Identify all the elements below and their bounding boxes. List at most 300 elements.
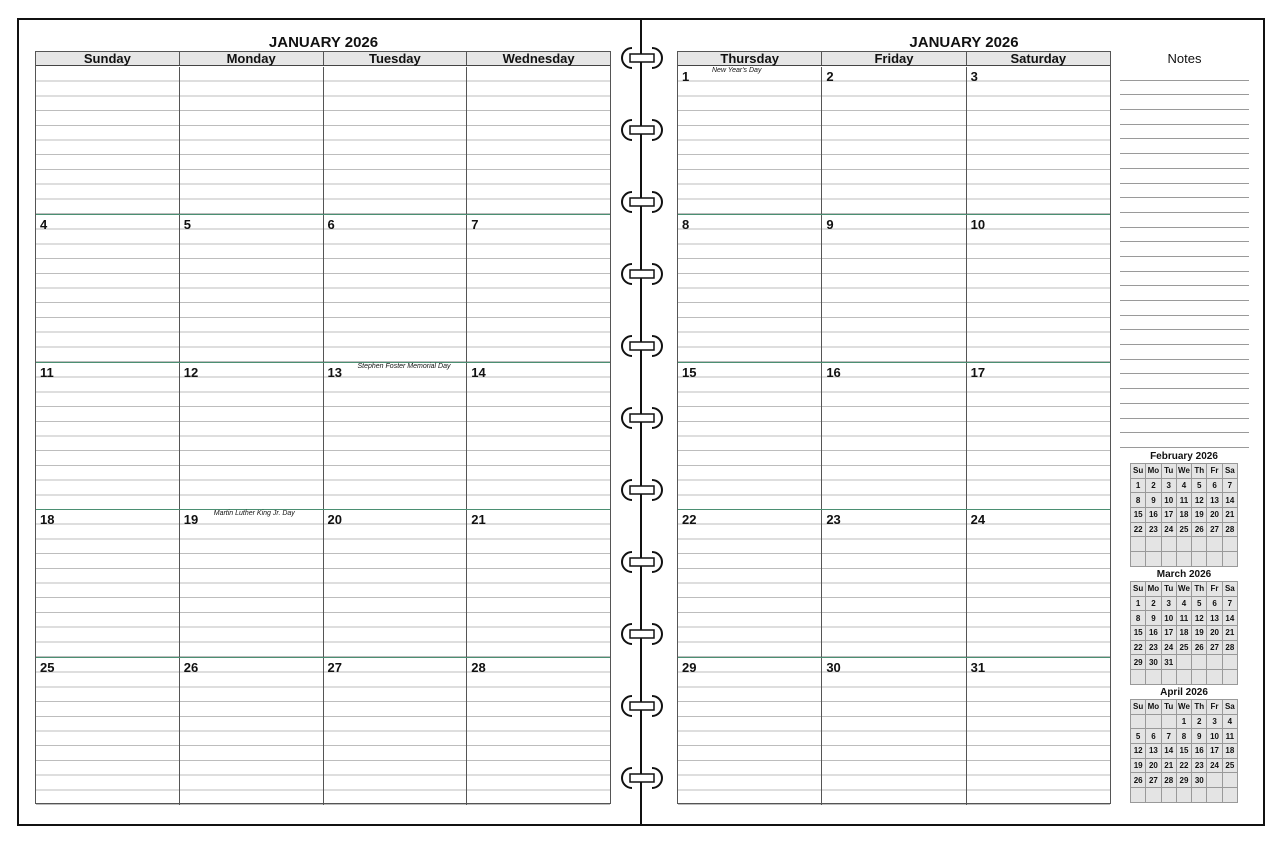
- notes-line[interactable]: [1120, 242, 1249, 257]
- mini-day: 10: [1207, 729, 1222, 744]
- day-cell[interactable]: [467, 215, 610, 362]
- weekday-header: Thursday: [678, 52, 822, 65]
- mini-day: 3: [1161, 478, 1176, 493]
- mini-day: 2: [1146, 478, 1161, 493]
- mini-day: [1176, 552, 1191, 567]
- binder-ring-icon: [618, 189, 666, 215]
- notes-line[interactable]: [1120, 184, 1249, 199]
- day-number: 24: [970, 512, 986, 528]
- day-cell[interactable]: [467, 363, 610, 510]
- binder-ring-icon: [618, 117, 666, 143]
- weekday-header: Saturday: [967, 52, 1110, 65]
- mini-day: [1222, 773, 1237, 788]
- mini-day: 1: [1131, 596, 1146, 611]
- day-number: 11: [40, 364, 54, 380]
- mini-week-row: [1131, 773, 1238, 788]
- notes-line[interactable]: [1120, 316, 1249, 331]
- mini-day: 18: [1176, 626, 1191, 641]
- day-cell[interactable]: [467, 658, 610, 805]
- mini-day: [1222, 655, 1237, 670]
- day-cell[interactable]: [180, 363, 324, 510]
- day-cell[interactable]: [180, 510, 324, 657]
- mini-weekday: We: [1176, 700, 1191, 715]
- mini-day: [1161, 670, 1176, 685]
- binder-ring-icon: [618, 477, 666, 503]
- mini-day: [1222, 537, 1237, 552]
- day-cell[interactable]: [678, 658, 822, 805]
- mini-week-row: [1131, 596, 1238, 611]
- mini-week-row: [1131, 478, 1238, 493]
- mini-weekday: Sa: [1222, 582, 1237, 597]
- mini-day: [1161, 788, 1176, 803]
- mini-day: 3: [1207, 714, 1222, 729]
- weekday-header: Tuesday: [324, 52, 468, 65]
- day-cell[interactable]: [967, 215, 1110, 362]
- mini-weekday: Mo: [1146, 582, 1161, 597]
- mini-weekday: Su: [1131, 464, 1146, 479]
- day-number: 28: [471, 659, 486, 675]
- mini-week-row: [1131, 493, 1238, 508]
- mini-day: 9: [1146, 493, 1161, 508]
- notes-line[interactable]: [1120, 110, 1249, 125]
- day-number: 1: [682, 69, 690, 84]
- mini-day: [1146, 537, 1161, 552]
- mini-day: 20: [1207, 626, 1222, 641]
- day-number: 18: [40, 512, 55, 528]
- right-calendar-grid: [677, 51, 1111, 804]
- day-cell[interactable]: [822, 215, 966, 362]
- day-number: 2: [826, 69, 834, 84]
- day-cell[interactable]: [822, 67, 966, 214]
- mini-day: [1192, 670, 1207, 685]
- notes-line[interactable]: [1120, 213, 1249, 228]
- day-number: 12: [183, 364, 199, 380]
- mini-day: 6: [1146, 729, 1161, 744]
- binder-ring-icon: [618, 333, 666, 359]
- week-row: [678, 657, 1110, 805]
- mini-calendar-title: February 2026: [1150, 451, 1218, 462]
- mini-weekday: Tu: [1161, 464, 1176, 479]
- day-number: 16: [826, 364, 841, 380]
- mini-day: 24: [1207, 758, 1222, 773]
- mini-weekday: We: [1176, 582, 1191, 597]
- day-number: 26: [183, 659, 199, 675]
- mini-day: [1207, 670, 1222, 685]
- mini-day: 11: [1222, 729, 1237, 744]
- mini-weekday: Mo: [1146, 700, 1161, 715]
- day-number: 15: [682, 364, 697, 380]
- notes-line[interactable]: [1120, 81, 1249, 96]
- mini-day: 15: [1131, 626, 1146, 641]
- mini-day: [1176, 537, 1191, 552]
- day-cell[interactable]: [678, 510, 822, 657]
- day-cell[interactable]: [324, 67, 468, 214]
- day-cell[interactable]: [324, 215, 468, 362]
- week-row: [678, 214, 1110, 362]
- week-row: [36, 362, 610, 510]
- mini-week-row: [1131, 788, 1238, 803]
- mini-calendar-table: [1130, 581, 1238, 685]
- mini-day: [1146, 714, 1161, 729]
- mini-day: 29: [1176, 773, 1191, 788]
- day-number: 20: [327, 512, 342, 528]
- notes-line[interactable]: [1120, 198, 1249, 213]
- mini-day: [1207, 537, 1222, 552]
- mini-day: 16: [1146, 508, 1161, 523]
- notes-line[interactable]: [1120, 374, 1249, 389]
- mini-day: 2: [1146, 596, 1161, 611]
- mini-day: 26: [1131, 773, 1146, 788]
- mini-weekday: We: [1176, 464, 1191, 479]
- mini-weekday: Su: [1131, 700, 1146, 715]
- mini-calendar: [1130, 569, 1238, 685]
- mini-day: 18: [1176, 508, 1191, 523]
- mini-day: [1207, 788, 1222, 803]
- mini-day: 5: [1192, 596, 1207, 611]
- day-number: 8: [682, 217, 690, 233]
- mini-day: 6: [1207, 478, 1222, 493]
- mini-day: 4: [1176, 596, 1191, 611]
- mini-weekday: Fr: [1207, 700, 1222, 715]
- notes-line[interactable]: [1120, 228, 1249, 243]
- mini-weekday: Su: [1131, 582, 1146, 597]
- weekday-header-row: [678, 52, 1110, 66]
- mini-calendar-table: [1130, 699, 1238, 803]
- mini-week-row: [1131, 552, 1238, 567]
- mini-day: [1131, 714, 1146, 729]
- mini-day: 4: [1222, 714, 1237, 729]
- day-number: 23: [826, 512, 841, 528]
- mini-day: [1146, 788, 1161, 803]
- mini-day: [1161, 552, 1176, 567]
- mini-day: 2: [1192, 714, 1207, 729]
- day-cell[interactable]: [324, 658, 468, 805]
- week-row: [678, 362, 1110, 510]
- binder-ring-icon: [618, 765, 666, 791]
- mini-day: 5: [1192, 478, 1207, 493]
- mini-day: 29: [1131, 655, 1146, 670]
- day-cell[interactable]: [36, 363, 180, 510]
- day-number: 22: [682, 512, 697, 528]
- mini-day: 7: [1161, 729, 1176, 744]
- weekday-header: Wednesday: [467, 52, 610, 65]
- mini-week-row: [1131, 626, 1238, 641]
- mini-day: 13: [1207, 493, 1222, 508]
- mini-week-row: [1131, 729, 1238, 744]
- mini-calendar-table: [1130, 463, 1238, 567]
- mini-weekday: Th: [1192, 700, 1207, 715]
- mini-day: 24: [1161, 522, 1176, 537]
- mini-day: 23: [1192, 758, 1207, 773]
- notes-line[interactable]: [1120, 66, 1249, 81]
- left-calendar-grid: [35, 51, 611, 804]
- mini-day: [1146, 670, 1161, 685]
- day-number: 19: [183, 512, 199, 528]
- weekday-header: Monday: [180, 52, 324, 65]
- mini-day: [1131, 670, 1146, 685]
- mini-day: [1161, 537, 1176, 552]
- mini-day: 27: [1207, 522, 1222, 537]
- mini-day: [1176, 788, 1191, 803]
- day-number: 21: [471, 512, 486, 528]
- mini-day: 28: [1222, 640, 1237, 655]
- mini-calendar-title: March 2026: [1156, 569, 1212, 580]
- mini-day: 23: [1146, 640, 1161, 655]
- notes-line[interactable]: [1120, 139, 1249, 154]
- mini-day: 7: [1222, 596, 1237, 611]
- mini-week-row: [1131, 655, 1238, 670]
- notes-line[interactable]: [1120, 301, 1249, 316]
- day-cell[interactable]: [967, 363, 1110, 510]
- notes-line[interactable]: [1120, 419, 1249, 434]
- binder-ring-icon: [618, 405, 666, 431]
- mini-day: 28: [1161, 773, 1176, 788]
- mini-day: 3: [1161, 596, 1176, 611]
- notes-line[interactable]: [1120, 169, 1249, 184]
- mini-day: 21: [1222, 626, 1237, 641]
- day-cell[interactable]: [678, 215, 822, 362]
- mini-day: [1207, 773, 1222, 788]
- day-number: 14: [471, 364, 486, 380]
- mini-day: [1192, 788, 1207, 803]
- week-row: [36, 509, 610, 657]
- mini-week-row: [1131, 522, 1238, 537]
- mini-day: 20: [1207, 508, 1222, 523]
- holiday-label: Stephen Foster Memorial Day: [357, 362, 451, 370]
- mini-day: 17: [1207, 744, 1222, 759]
- mini-week-row: [1131, 758, 1238, 773]
- mini-day: [1192, 552, 1207, 567]
- mini-weekday: Sa: [1222, 700, 1237, 715]
- mini-week-row: [1131, 611, 1238, 626]
- day-cell[interactable]: [180, 658, 324, 805]
- mini-day: 17: [1161, 626, 1176, 641]
- day-cell[interactable]: [822, 363, 966, 510]
- mini-day: 9: [1146, 611, 1161, 626]
- day-cell[interactable]: [180, 215, 324, 362]
- weekday-header-row: [36, 52, 610, 66]
- mini-day: 26: [1192, 640, 1207, 655]
- mini-calendar-title: April 2026: [1160, 687, 1208, 698]
- mini-day: 22: [1131, 640, 1146, 655]
- weekday-header: Sunday: [36, 52, 180, 65]
- holiday-label: New Year's Day: [712, 67, 762, 74]
- mini-day: [1131, 552, 1146, 567]
- notes-line[interactable]: [1120, 330, 1249, 345]
- week-row: [678, 67, 1110, 214]
- mini-day: 17: [1161, 508, 1176, 523]
- mini-day: 8: [1131, 493, 1146, 508]
- mini-day: [1131, 788, 1146, 803]
- notes-line[interactable]: [1120, 433, 1249, 448]
- mini-day: 21: [1161, 758, 1176, 773]
- mini-day: 1: [1131, 478, 1146, 493]
- mini-week-row: [1131, 537, 1238, 552]
- mini-day: 12: [1192, 493, 1207, 508]
- mini-day: [1131, 537, 1146, 552]
- mini-day: 30: [1192, 773, 1207, 788]
- mini-day: [1161, 714, 1176, 729]
- mini-day: [1222, 670, 1237, 685]
- notes-line[interactable]: [1120, 286, 1249, 301]
- binder-ring-icon: [618, 549, 666, 575]
- mini-day: 30: [1146, 655, 1161, 670]
- mini-day: [1176, 670, 1191, 685]
- mini-day: [1222, 788, 1237, 803]
- mini-day: 21: [1222, 508, 1237, 523]
- notes-line[interactable]: [1120, 360, 1249, 375]
- day-number: 17: [970, 364, 986, 380]
- week-row: [36, 67, 610, 214]
- notes-line[interactable]: [1120, 95, 1249, 110]
- day-number: 6: [327, 217, 335, 233]
- mini-weekday: Th: [1192, 464, 1207, 479]
- day-number: 13: [327, 364, 342, 380]
- binder-ring-icon: [618, 261, 666, 287]
- right-page-title: JANUARY 2026: [909, 34, 1019, 51]
- notes-line[interactable]: [1120, 345, 1249, 360]
- day-cell[interactable]: [967, 658, 1110, 805]
- day-cell[interactable]: [967, 67, 1110, 214]
- mini-day: 31: [1161, 655, 1176, 670]
- mini-day: 19: [1192, 626, 1207, 641]
- day-number: 31: [970, 659, 986, 675]
- mini-day: 12: [1131, 744, 1146, 759]
- day-cell[interactable]: [36, 658, 180, 805]
- day-cell[interactable]: [678, 363, 822, 510]
- mini-day: 26: [1192, 522, 1207, 537]
- left-page-title: JANUARY 2026: [268, 34, 379, 51]
- mini-day: 13: [1146, 744, 1161, 759]
- mini-day: 10: [1161, 611, 1176, 626]
- mini-weekday: Tu: [1161, 700, 1176, 715]
- mini-day: 27: [1146, 773, 1161, 788]
- mini-day: [1176, 655, 1191, 670]
- week-row: [36, 214, 610, 362]
- mini-weekday: Mo: [1146, 464, 1161, 479]
- mini-week-row: [1131, 744, 1238, 759]
- mini-day: 14: [1161, 744, 1176, 759]
- mini-day: 18: [1222, 744, 1237, 759]
- mini-day: 11: [1176, 493, 1191, 508]
- day-number: 30: [826, 659, 841, 675]
- mini-day: 5: [1131, 729, 1146, 744]
- day-number: 7: [471, 217, 479, 233]
- day-cell[interactable]: [467, 510, 610, 657]
- mini-week-row: [1131, 640, 1238, 655]
- mini-day: 22: [1176, 758, 1191, 773]
- mini-week-row: [1131, 670, 1238, 685]
- notes-line[interactable]: [1120, 125, 1249, 140]
- mini-weekday: Sa: [1222, 464, 1237, 479]
- mini-day: 27: [1207, 640, 1222, 655]
- day-cell[interactable]: [822, 510, 966, 657]
- mini-day: 19: [1192, 508, 1207, 523]
- mini-day: 22: [1131, 522, 1146, 537]
- mini-day: [1146, 552, 1161, 567]
- mini-week-row: [1131, 508, 1238, 523]
- mini-weekday: Fr: [1207, 464, 1222, 479]
- mini-calendar: [1130, 687, 1238, 803]
- mini-day: 25: [1176, 522, 1191, 537]
- day-number: 9: [826, 217, 834, 233]
- mini-weekday-row: [1131, 700, 1238, 715]
- mini-weekday-row: [1131, 464, 1238, 479]
- day-number: 10: [970, 217, 986, 233]
- mini-day: 20: [1146, 758, 1161, 773]
- mini-day: 10: [1161, 493, 1176, 508]
- mini-day: 23: [1146, 522, 1161, 537]
- mini-day: 16: [1192, 744, 1207, 759]
- mini-day: 14: [1222, 611, 1237, 626]
- mini-calendar: [1130, 451, 1238, 567]
- mini-day: 16: [1146, 626, 1161, 641]
- mini-weekday: Fr: [1207, 582, 1222, 597]
- notes-line[interactable]: [1120, 389, 1249, 404]
- notes-line[interactable]: [1120, 272, 1249, 287]
- day-cell[interactable]: [36, 67, 180, 214]
- day-cell[interactable]: [36, 215, 180, 362]
- day-number: 29: [682, 659, 697, 675]
- mini-day: 9: [1192, 729, 1207, 744]
- mini-day: 8: [1176, 729, 1191, 744]
- mini-day: 4: [1176, 478, 1191, 493]
- day-cell[interactable]: [678, 67, 822, 214]
- day-cell[interactable]: [324, 510, 468, 657]
- mini-day: [1207, 655, 1222, 670]
- day-number: 25: [40, 659, 55, 675]
- mini-day: 7: [1222, 478, 1237, 493]
- mini-day: 19: [1131, 758, 1146, 773]
- mini-weekday-row: [1131, 582, 1238, 597]
- day-number: 5: [183, 217, 191, 233]
- notes-line[interactable]: [1120, 154, 1249, 169]
- mini-weekday: Tu: [1161, 582, 1176, 597]
- week-row: [36, 657, 610, 805]
- day-cell[interactable]: [180, 67, 324, 214]
- mini-day: 25: [1222, 758, 1237, 773]
- weekday-header: Friday: [822, 52, 966, 65]
- day-cell[interactable]: [324, 363, 468, 510]
- mini-day: [1192, 537, 1207, 552]
- mini-weekday: Th: [1192, 582, 1207, 597]
- notes-line[interactable]: [1120, 404, 1249, 419]
- mini-day: 14: [1222, 493, 1237, 508]
- mini-day: 11: [1176, 611, 1191, 626]
- week-row: [678, 509, 1110, 657]
- mini-day: 25: [1176, 640, 1191, 655]
- mini-day: 24: [1161, 640, 1176, 655]
- day-cell[interactable]: [967, 510, 1110, 657]
- mini-day: 8: [1131, 611, 1146, 626]
- day-number: 3: [970, 69, 978, 84]
- mini-day: [1222, 552, 1237, 567]
- holiday-label: Martin Luther King Jr. Day: [213, 510, 295, 518]
- mini-day: 15: [1131, 508, 1146, 523]
- binder-ring-icon: [618, 45, 666, 71]
- mini-day: 13: [1207, 611, 1222, 626]
- day-cell[interactable]: [467, 67, 610, 214]
- mini-day: 15: [1176, 744, 1191, 759]
- day-cell[interactable]: [822, 658, 966, 805]
- mini-day: 6: [1207, 596, 1222, 611]
- notes-line[interactable]: [1120, 257, 1249, 272]
- day-cell[interactable]: [36, 510, 180, 657]
- notes-title: Notes: [1167, 51, 1202, 66]
- mini-day: 28: [1222, 522, 1237, 537]
- binder-ring-icon: [618, 693, 666, 719]
- mini-day: [1192, 655, 1207, 670]
